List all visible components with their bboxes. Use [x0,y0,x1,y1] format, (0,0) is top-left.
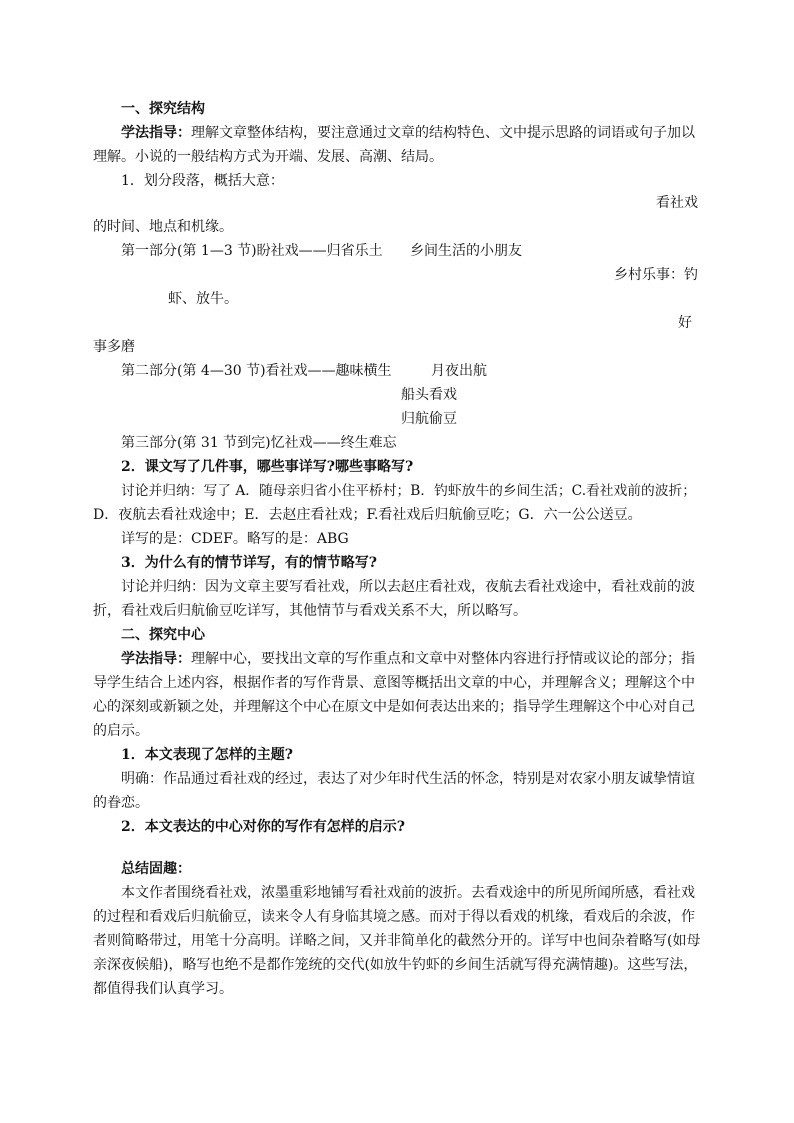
summary-line-4: 亲深夜候船)，略写也绝不是都作笼统的交代(如放牛钓虾的乡间生活就写得充满情趣)。这些写法， [93,957,698,973]
section2-guide-line [121,650,695,668]
section2-guide-text-4: 的启示。 [93,723,149,739]
section2-guide-label: 学法指导： [121,651,191,667]
outline-part-2-sub-3: 归航偷豆 [401,411,457,427]
question-3-answer: 讨论并归纳：因为文章主要写看社戏，所以去赵庄看社戏，夜航去看社戏途中，看社戏前的波 [121,579,695,595]
section2-guide-text-3: 心的深刻或新颖之处，并理解这个中心在原文中是如何表达出来的；指导学生理解这个中心对自己 [93,699,695,715]
summary-line-1: 本文作者围绕看社戏，浓墨重彩地铺写看社戏前的波折。去看戏途中的所见所闻所感，看社戏 [121,885,695,901]
section2-guide-text-2: 导学生结合上述内容，根据作者的写作背景、意图等概括出文章的中心，并理解含义；理解这个中 [93,675,695,691]
section1-question-1: 1．划分段落，概括大意： [121,173,284,189]
outline-part-3: 第三部分(第 31 节到完)忆社戏——终生难忘 [121,435,397,451]
section2-answer-1-cont: 的眷恋。 [93,795,149,811]
section2-answer-1: 明确：作品通过看社戏的经过，表达了对少年时代生活的怀念，特别是对农家小朋友诚挚情谊 [121,771,695,787]
section2-heading: 二、探究中心 [121,627,205,643]
question-2-answer-cont: D．夜航去看社戏途中；E．去赵庄看社戏；F.看社戏后归航偷豆吃；G．六一公公送豆。 [93,507,642,523]
question-2-detail: 详写的是：CDEF。略写的是：ABG [121,531,349,547]
section2-question-1: 1．本文表现了怎样的主题? [121,747,293,763]
outline-part-1-sub: 乡间生活的小朋友 [410,243,522,259]
outline-part-2-sub-2: 船头看戏 [401,387,457,403]
summary-line-5: 都值得我们认真学习。 [93,981,233,997]
outline-float-1-cont: 的时间、地点和机缘。 [93,219,233,235]
section1-heading: 一、探究结构 [121,101,205,117]
outline-part-2-sub-1: 月夜出航 [431,363,487,379]
question-3-answer-cont: 折，看社戏后归航偷豆吃详写，其他情节与看戏关系不大，所以略写。 [93,603,527,619]
section1-guide-text: 理解文章整体结构，要注意通过文章的结构特色、文中提示思路的词语或句子加以 [191,125,695,141]
section1-question-2: 2．课文写了几件事，哪些事详写?哪些事略写? [121,459,414,475]
question-2-answer: 讨论并归纳：写了 A．随母亲归省小住平桥村；B．钓虾放牛的乡间生活；C.看社戏前的波折； [121,483,697,499]
section1-guide-label: 学法指导： [121,125,191,141]
outline-float-1: 看社戏 [656,195,698,211]
section2-question-2: 2．本文表达的中心对你的写作有怎样的启示? [121,819,405,835]
summary-heading: 总结固趣： [121,861,191,877]
section1-question-3: 3．为什么有的情节详写，有的情节略写? [121,555,377,571]
outline-float-2: 乡村乐事：钓 [614,267,698,283]
section1-guide-line [121,124,695,142]
section2-guide-text: 理解中心，要找出文章的写作重点和文章中对整体内容进行抒情或议论的部分；指 [191,651,695,667]
summary-line-3: 者则简略带过，用笔十分高明。详略之间，又并非简单化的截然分开的。详写中也间杂着略写(如母 [93,933,701,949]
section1-guide-text-cont: 理解。小说的一般结构方式为开端、发展、高潮、结局。 [93,149,443,165]
outline-part-1: 第一部分(第 1—3 节)盼社戏——归省乐土 [121,243,383,259]
summary-line-2: 的过程和看戏后归航偷豆，读来令人有身临其境之感。而对于得以看戏的机缘，看戏后的余波，作 [93,909,695,925]
outline-part-2: 第二部分(第 4—30 节)看社戏——趣味横生 [121,363,392,379]
outline-float-3: 好 [678,315,692,331]
outline-float-2-cont: 虾、放牛。 [168,291,238,307]
outline-float-3-cont: 事多磨 [93,339,135,355]
